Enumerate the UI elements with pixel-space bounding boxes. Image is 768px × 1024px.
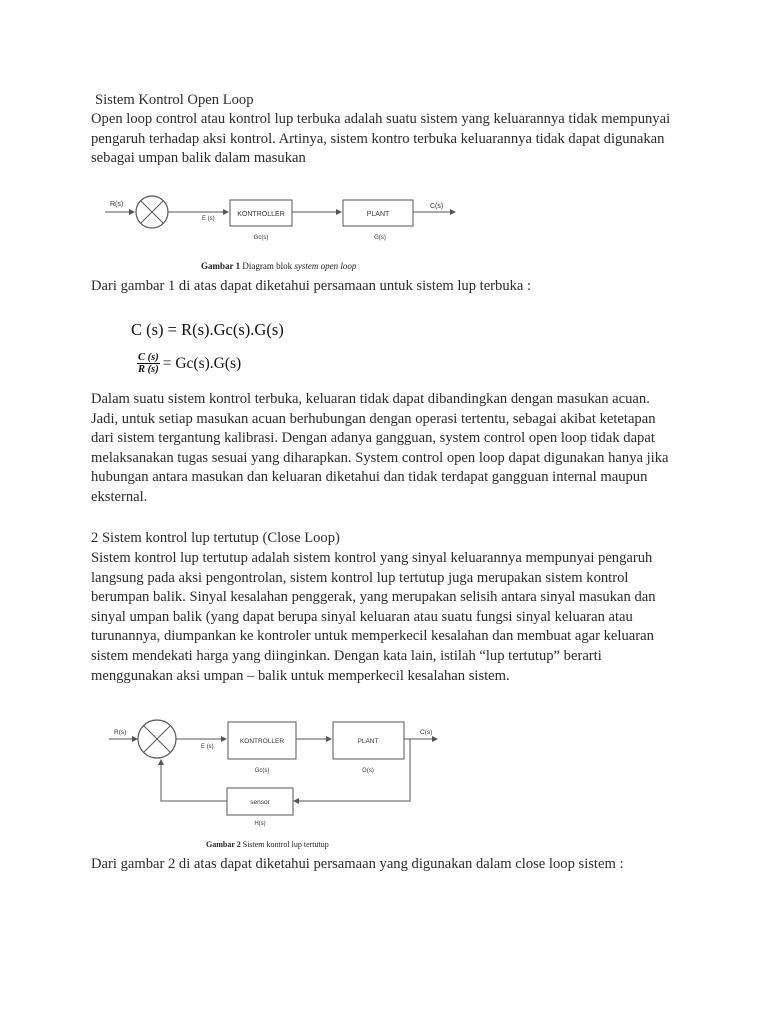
paragraph-open-loop-intro (91, 110, 691, 169)
paragraph-open-loop-body (91, 390, 691, 508)
feedback-path-in (161, 760, 227, 801)
caption-figure-number: Gambar 1 (201, 261, 241, 271)
paragraph-close-loop-body (91, 549, 691, 686)
text-line: langsung pada aksi pengontrolan, sistem kontrol lup tertutup juga merupakan sistem kontrol (91, 569, 629, 586)
controller-sub-label: Gc(s) (253, 235, 269, 241)
input-label: R(s) (110, 201, 124, 208)
caption-text: Sistem kontrol lup tertutup (242, 840, 329, 849)
figure-2-caption (206, 840, 329, 849)
plant-label: PLANT (357, 738, 379, 745)
text-line: sinyal umpan balik (yang dapat berupa sinyal keluaran atau suatu fungsi sinyal keluaran atau (91, 608, 633, 625)
caption-text: Diagram blok (242, 261, 293, 271)
text-line: pengaruh terhadap aksi kontrol. Artinya, sistem kontro terbuka keluarannya tidak dapat digunakan (91, 130, 665, 147)
text-line: dari sistem tergantung kalibrasi. Dengan adanya gangguan, system control open loop tidak dapat (91, 430, 655, 447)
plant-sub-label: G(s) (374, 235, 386, 241)
caption-figure-number: Gambar 2 (206, 840, 241, 849)
output-label: C(s) (420, 729, 433, 736)
input-label: R(s) (114, 729, 127, 736)
fraction-denominator: R (s) (138, 364, 159, 375)
text-line: hubungan antara masukan dan keluaran diketahui dan tidak terdapat gangguan internal maupun (91, 469, 648, 486)
text-line: Open loop control atau kontrol lup terbuka adalah suatu sistem yang keluarannya tidak mempunyai (91, 111, 671, 127)
plant-sub-label: G(s) (362, 768, 374, 774)
sensor-label: sensor (250, 799, 270, 806)
paragraph-after-figure-1: Dari gambar 1 di atas dapat diketahui persamaan untuk sistem lup terbuka : (91, 278, 532, 294)
text-line: sebagai umpan balik dalam masukan (91, 150, 306, 167)
text-line: berumpan balik. Sinyal kesalahan penggerak, yang merupakan selisih antara sinyal masukan dan (91, 589, 656, 606)
text-line: Sistem kontrol lup tertutup adalah sistem kontrol yang sinyal keluarannya mempunyai pengaruh (91, 550, 653, 566)
plant-label: PLANT (366, 211, 390, 218)
controller-label: KONTROLLER (239, 738, 285, 745)
summing-junction (138, 720, 176, 758)
text-line: Dalam suatu sistem kontrol terbuka, keluaran tidak dapat dibandingkan dengan masukan acuan. (91, 391, 650, 407)
text-line: melaksanakan tugas sesuai yang diharapkan. System control open loop dapat digunakan hanya jika (91, 449, 669, 466)
text-line: menggunakan aksi umpan – balik untuk memperkecil kesalahan sistem. (91, 667, 510, 684)
error-label: E (s) (201, 744, 214, 750)
text-line: eksternal. (91, 488, 148, 505)
text-line: turunannya, diumpankan ke kontroler untuk memperkecil kesalahan dan membuat agar keluaran (91, 628, 654, 645)
equation-open-loop-transfer (137, 352, 241, 375)
controller-sub-label: Gc(s) (254, 768, 270, 774)
equation-open-loop-output: C (s) = R(s).Gc(s).G(s) (131, 320, 284, 339)
equation-rhs: = Gc(s).G(s) (162, 354, 242, 372)
error-label: E (s) (202, 216, 215, 222)
caption-italic-text: system open loop (294, 261, 357, 271)
fraction-numerator: C (s) (138, 352, 159, 363)
output-label: C(s) (430, 203, 444, 210)
text-line: sistem mendekati harga yang diinginkan. Dengan kata lain, istilah “lup tertutup” berarti (91, 647, 602, 664)
open-loop-block-diagram (100, 188, 460, 248)
closed-loop-block-diagram (104, 712, 444, 832)
sensor-sub-label: H(s) (254, 821, 266, 827)
section-title-close-loop: 2 Sistem kontrol lup tertutup (Close Loop) (91, 530, 340, 546)
section-title-open-loop: Sistem Kontrol Open Loop (95, 92, 254, 108)
text-line: Jadi, untuk setiap masukan acuan berhubungan dengan operasi tertentu, sebagai akibat ketetapan (91, 410, 656, 427)
paragraph-after-figure-2: Dari gambar 2 di atas dapat diketahui persamaan yang digunakan dalam close loop sistem : (91, 856, 624, 872)
transfer-fraction (137, 352, 160, 375)
controller-label: KONTROLLER (237, 211, 285, 218)
figure-1-caption (201, 261, 356, 271)
summing-junction (136, 196, 168, 228)
